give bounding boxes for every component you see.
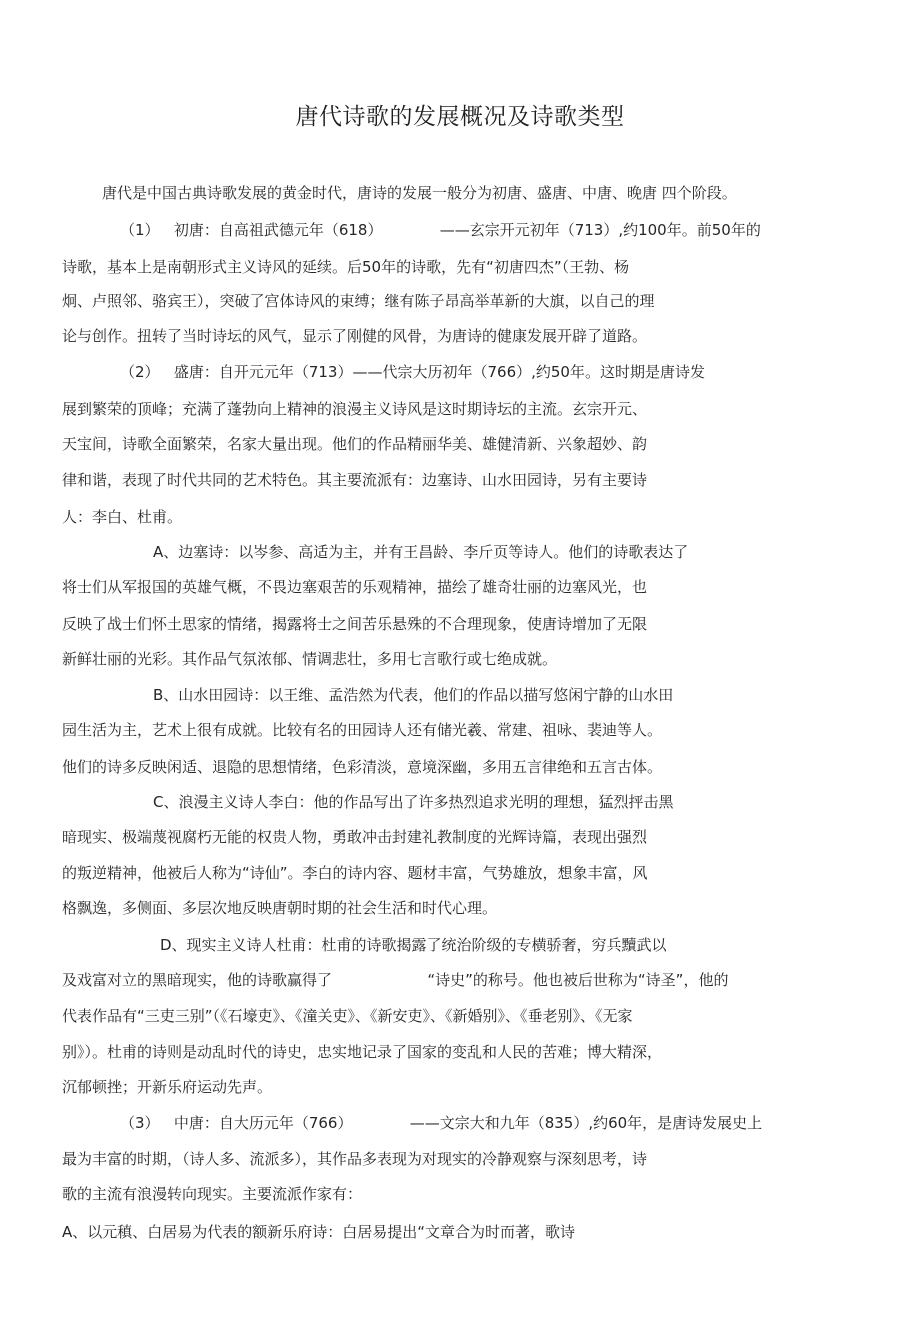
paragraph-line-subsection-d: D、现实主义诗人杜甫：杜甫的诗歌揭露了统治阶级的专横骄奢，穷兵黷武以 <box>160 936 667 954</box>
paragraph-line-section-1: （1） 初唐：自高祖武德元年（618） ——玄宗开元初年（713）,约100年。前50年的 <box>120 221 761 239</box>
paragraph-line: 沉郁顿挫；开新乐府运动先声。 <box>62 1078 273 1096</box>
paragraph-line-intro: 唐代是中国古典诗歌发展的黄金时代，唐诗的发展一般分为初唐、盛唐、中唐、晚唐 四个阶段。 <box>102 184 737 202</box>
paragraph-line: 代表作品有“三吏三别”（《石壕吏》、《潼关吏》、《新安吏》、《新婚别》、《垂老别》、《无家 <box>62 1007 633 1025</box>
paragraph-line: 将士们从军报国的英雄气概，不畏边塞艰苦的乐观精神，描绘了雄奇壮丽的边塞风光，也 <box>62 578 648 596</box>
paragraph-line: 他们的诗多反映闲适、退隐的思想情绪，色彩清淡，意境深幽，多用五言律绝和五言古体。 <box>62 758 663 776</box>
paragraph-line: 最为丰富的时期，（诗人多、流派多），其作品多表现为对现实的冷静观察与深刻思考，诗 <box>62 1150 648 1168</box>
paragraph-line: 人：李白、杜甫。 <box>62 508 183 526</box>
paragraph-line-subsection-a: A、以元稹、白居易为代表的额新乐府诗：白居易提出“文章合为时而著，歌诗 <box>62 1223 576 1241</box>
paragraph-line: 新鲜壮丽的光彩。其作品气氛浓郁、情调悲壮，多用七言歌行或七绝成就。 <box>62 650 558 668</box>
paragraph-line: 展到繁荣的顶峰；充满了蓬勃向上精神的浪漫主义诗风是这时期诗坛的主流。玄宗开元、 <box>62 400 648 418</box>
document-title: 唐代诗歌的发展概况及诗歌类型 <box>295 104 625 130</box>
paragraph-line: 园生活为主，艺术上很有成就。比较有名的田园诗人还有储光羲、常建、祖咏、裴迪等人。 <box>62 721 663 739</box>
paragraph-line: 歌的主流有浪漫转向现实。主要流派作家有： <box>62 1185 363 1203</box>
paragraph-line: 暗现实、极端蔑视腐朽无能的权贵人物，勇敢冲击封建礼教制度的光辉诗篇，表现出强烈 <box>62 828 648 846</box>
paragraph-line-subsection-c: C、浪漫主义诗人李白：他的作品写出了许多热烈追求光明的理想，猛烈抨击黑 <box>153 793 674 811</box>
paragraph-line: 的叛逆精神，他被后人称为“诗仙”。李白的诗内容、题材丰富，气势雄放，想象丰富，风 <box>62 864 648 882</box>
paragraph-line-section-2: （2） 盛唐：自开元元年（713）——代宗大历初年（766）,约50年。这时期是唐诗发 <box>120 363 705 381</box>
paragraph-line: 别》）。杜甫的诗则是动乱时代的诗史，忠实地记录了国家的变乱和人民的苦难；博大精深， <box>62 1043 663 1061</box>
paragraph-line: 炯、卢照邻、骆宾王），突破了宫体诗风的束缚；继有陈子昂高举革新的大旗，以自己的理 <box>62 292 655 310</box>
paragraph-line: 律和谐，表现了时代共同的艺术特色。其主要流派有：边塞诗、山水田园诗，另有主要诗 <box>62 471 648 489</box>
paragraph-line-subsection-a: A、边塞诗：以岑参、高适为主，并有王昌龄、李斤页等诗人。他们的诗歌表达了 <box>153 543 689 561</box>
paragraph-line-subsection-b: B、山水田园诗：以王维、孟浩然为代表，他们的作品以描写悠闲宁静的山水田 <box>153 686 674 704</box>
paragraph-line: 格飘逸，多侧面、多层次地反映唐朝时期的社会生活和时代心理。 <box>62 899 498 917</box>
paragraph-line-section-3: （3） 中唐：自大历元年（766） ——文宗大和九年（835）,约60年，是唐诗发展史上 <box>120 1114 763 1132</box>
paragraph-line: 诗歌，基本上是南朝形式主义诗风的延续。后50年的诗歌，先有“初唐四杰”（王勃、杨 <box>62 258 630 276</box>
paragraph-line: 论与创作。扭转了当时诗坛的风气，显示了刚健的风骨，为唐诗的健康发展开辟了道路。 <box>62 327 648 345</box>
paragraph-line: 及戏富对立的黑暗现实，他的诗歌赢得了 “诗史”的称号。他也被后世称为“诗圣”，他的 <box>62 971 729 989</box>
paragraph-line: 反映了战士们怀土思家的情绪，揭露将士之间苦乐悬殊的不合理现象，使唐诗增加了无限 <box>62 615 648 633</box>
paragraph-line: 天宝间，诗歌全面繁荣，名家大量出现。他们的作品精丽华美、雄健清新、兴象超妙、韵 <box>62 435 648 453</box>
